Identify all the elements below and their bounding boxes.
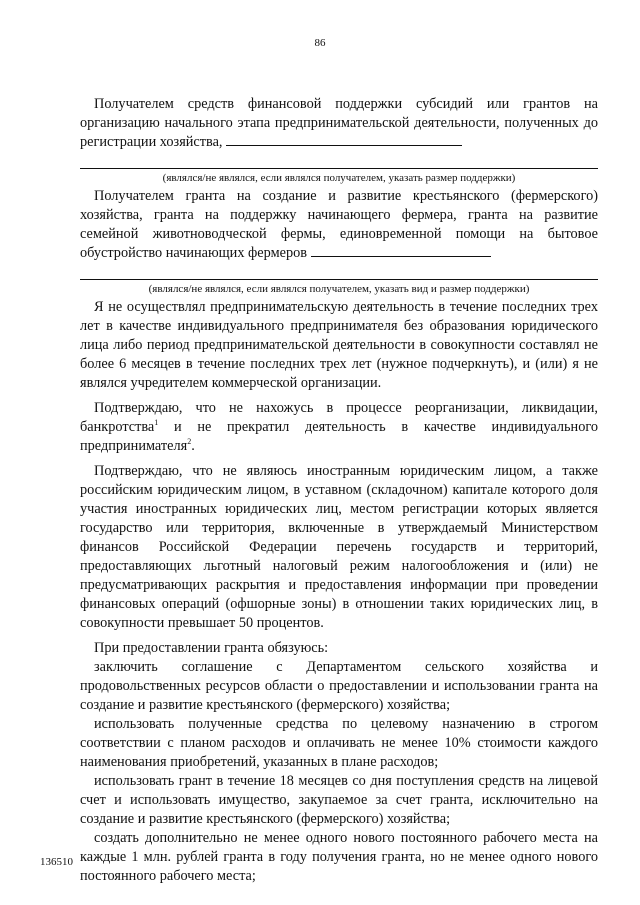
paragraph-no-reorganization <box>80 399 598 456</box>
footnote-mark: 1 <box>154 418 159 428</box>
paragraph-farm-grant <box>80 187 598 263</box>
paragraph-grant-recipient <box>80 95 598 152</box>
field-note: (являлся/не являлся, если являлся получателем, указать размер поддержки) <box>162 172 516 184</box>
paragraph-obligation-jobs: создать дополнительно не менее одного нового постоянного рабочего места на каждые 1 млн. рублей гранта в году получения гранта, но не менее одного нового постоянного рабочего места; <box>80 830 598 884</box>
paragraph-obligations-intro: При предоставлении гранта обязуюсь: <box>94 640 329 656</box>
fill-line <box>311 244 491 257</box>
paragraph-not-foreign-entity: Подтверждаю, что не являюсь иностранным юридическим лицом, а также российским юридическим лицом, в уставном (складочном) капитале которого доля участия иностранных юридических лиц, местом регистрации которых является государство или территория, включенные в утверждаемый Министерством финансов Российской Федерации перечень государств и территорий, предоставляющих льготный налоговый режим налогообложения и (или) не предусматривающих раскрытия и предоставления информации при проведении финансовых операций (офшорные зоны) в отношении таких юридических лиц, в совокупности превышает 50 процентов. <box>80 463 598 631</box>
paragraph-text: . <box>191 438 195 454</box>
paragraph-text: Получателем гранта на создание и развитие крестьянского (фермерского) хозяйства, гранта на поддержку начинающего фермера, гранта на развитие семейной животноводческой фермы, единовременной помощи на бытовое обустройство начинающих фермеров <box>80 188 598 261</box>
paragraph-obligation-use-funds: использовать полученные средства по целевому назначению в строгом соответствии с планом расходов и оплачивать не менее 10% стоимости каждого наименования приобретений, указанных в плане расходов; <box>80 716 598 770</box>
document-code: 136510 <box>40 856 73 868</box>
document-body <box>80 95 598 886</box>
paragraph-text: и не прекратил деятельность в качестве индивидуального предпринимателя <box>80 419 598 454</box>
paragraph-obligation-agreement: заключить соглашение с Департаментом сельского хозяйства и продовольственных ресурсов области о предоставлении и использовании гранта на создание и развитие крестьянского (фермерского) хозяйства; <box>80 659 598 713</box>
fill-line <box>80 154 598 169</box>
fill-line <box>80 265 598 280</box>
paragraph-text: Подтверждаю, что не нахожусь в процессе реорганизации, ликвидации, банкротства <box>80 400 598 435</box>
field-note: (являлся/не являлся, если являлся получателем, указать вид и размер поддержки) <box>148 283 530 295</box>
paragraph-text: Получателем средств финансовой поддержки субсидий или грантов на организацию начального этапа предпринимательской деятельности, полученных до регистрации хозяйства, <box>80 96 598 150</box>
footnote-mark: 2 <box>187 437 192 447</box>
paragraph-no-entrepreneurship: Я не осуществлял предпринимательскую деятельность в течение последних трех лет в качестве индивидуального предпринимателя без образования юридического лица либо период предпринимательской деятельности в совокупности составлял не более 6 месяцев в течение последних трех лет (нужное подчеркнуть), и (или) я не являлся учредителем коммерческой организации. <box>80 299 598 391</box>
fill-line <box>226 133 462 146</box>
paragraph-obligation-18-months: использовать грант в течение 18 месяцев со дня поступления средств на лицевой счет и использовать имущество, закупаемое за счет гранта, исключительно на создание и развитие крестьянского (фермерского) хозяйства; <box>80 773 598 827</box>
page-number: 86 <box>314 37 326 49</box>
